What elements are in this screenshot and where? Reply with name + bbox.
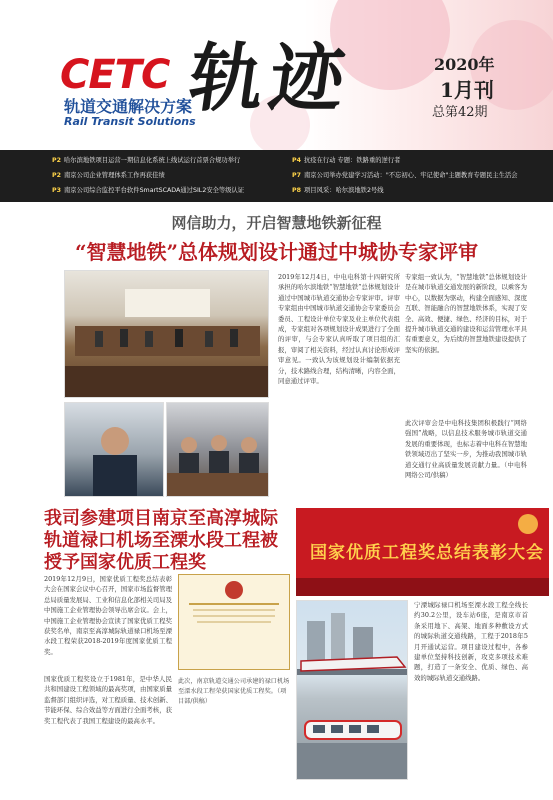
toc-item[interactable]: P4 抗疫在行动 专题：铁路重的逆行者 bbox=[292, 157, 401, 164]
award-stage-illustration bbox=[296, 508, 549, 596]
article-body-col3: 此次评审会是中电科技集团积极践行“网络强国”战略，以信息技术服务城市轨道交通发展的重要体现，也标志着中电科在智慧地铁领域迈出了坚实一步，为推动我国城市轨道交通行业高质量发展贡献力量。（中电科网络公司/供稿） bbox=[405, 419, 527, 480]
metro-train-illustration bbox=[297, 601, 408, 780]
issue-year: 2020年 bbox=[434, 55, 495, 74]
issue-month: 1月刊 bbox=[440, 78, 494, 102]
cetc-logo: CETC bbox=[60, 52, 170, 98]
table-of-contents bbox=[0, 150, 553, 202]
expert-panel-illustration bbox=[167, 403, 269, 497]
divider bbox=[193, 609, 275, 611]
article2-body-mid: 此次，南京轨道交通公司承建的禄口机场至溧水段工程荣获国家优质工程奖。（项目部/供稿） bbox=[178, 678, 290, 705]
meeting-room-photo bbox=[64, 270, 269, 398]
divider bbox=[189, 603, 279, 605]
speaker-photo bbox=[64, 402, 164, 497]
toc-item[interactable]: P7 南京公司举办党建学习活动："不忘初心、牢记使命"主题教育专题民主生活会 bbox=[292, 172, 518, 179]
issue-number: 总第42期 bbox=[432, 105, 488, 120]
toc-item[interactable]: P8 项目风采：哈尔滨地铁2号线 bbox=[292, 187, 384, 194]
toc-item[interactable]: P2 南京公司企业管理体系工作再获佳绩 bbox=[52, 172, 165, 179]
divider bbox=[197, 621, 271, 623]
divider bbox=[193, 615, 275, 617]
article2-body-col1: 2019年12月9日，国家优质工程奖总结表彰大会在国家会议中心召开，国家市场监督管理总局质量发展局、工业和信息化部相关司局及中国施工企业管理协会领导出席会议。会上，中国施工企业管理协会宣读了国家优质工程奖获奖名单，南京至高淳城际轨道禄口机场至溧水段工程荣获2018-2019年度国家优质工程奖。 bbox=[44, 575, 172, 656]
article-body-col2: 专家组一致认为，“智慧地铁”总体规划设计是在城市轨道交通发展的新阶段，以乘客为中心，以数据为驱动，构建全面感知、深度互联、智能融合的智慧地铁体系，实现了安全、高效、便捷、绿色、经济的目标，对于提升城市轨道交通的建设和运营管理水平具有重要意义，为后续的智慧地铁建设提供了坚实的依据。 bbox=[405, 273, 527, 354]
speaker-illustration bbox=[65, 403, 164, 497]
article-headline: “智慧地铁”总体规划设计通过中城协专家评审 bbox=[74, 240, 478, 264]
newsletter-brand: 轨迹 bbox=[183, 36, 357, 122]
article2-body-col3: 宁溧城际禄口机场至溧水段工程全线长约30.2公里，设车站6座，是南京市首条采用地下、高架、地面多种敷设方式的城际轨道交通线路，工程于2018年5月开通试运营。项目建设过程中，各参建单位坚持科技创新，攻克多项技术难题，打造了一条安全、优质、绿色、高效的城际轨道交通线路。 bbox=[414, 601, 528, 682]
award-ceremony-photo bbox=[296, 508, 549, 596]
metro-train-photo bbox=[296, 600, 408, 780]
article-kicker: 网信助力，开启智慧地铁新征程 bbox=[171, 214, 382, 232]
expert-panel-photo bbox=[166, 402, 269, 497]
meeting-room-illustration bbox=[65, 271, 269, 398]
article2-headline: 我司参建项目南京至高淳城际轨道禄口机场至溧水段工程被授予国家优质工程奖 bbox=[44, 508, 278, 573]
logo-subtitle-en: Rail Transit Solutions bbox=[64, 115, 196, 128]
award-banner-text: 国家优质工程奖总结表彰大会 bbox=[310, 543, 544, 563]
toc-item[interactable]: P3 南京公司综合监控平台软件SmartSCADA通过SIL2安全等级认证 bbox=[52, 187, 245, 194]
toc-item[interactable]: P2 哈尔滨地铁项目运营一期信息化系统上线试运行首票合规功举行 bbox=[52, 157, 241, 164]
masthead bbox=[0, 0, 553, 150]
seal-icon bbox=[225, 581, 243, 599]
article-body-col1: 2019年12月4日，中电电科第十四研究所承担的哈尔滨地铁“智慧地铁”总体规划设计通过中国城市轨道交通协会专家评审。评审专家组由中国城市轨道交通协会专家委员会委员、工程设计单位专家及业主单位代表组成，专家组对各项规划设计成果进行了全面的评审，与会专家认真听取了项目组的汇报，审阅了相关资料，经过认真讨论形成评审意见。一致认为该规划设计编制依据充分，技术路线合理，结构清晰，内容全面，同意通过评审。 bbox=[278, 273, 400, 386]
logo-subtitle-cn: 轨道交通解决方案 bbox=[64, 97, 193, 116]
article2-body-col2: 国家优质工程奖设立于1981年，是中华人民共和国建设工程领域的最高奖项，由国家质量监督部门组织评选，对工程质量、技术创新、节能环保、综合效益等方面进行全面考核，获奖工程代表了我国工程建设的最高水平。 bbox=[44, 675, 172, 725]
award-certificate bbox=[178, 574, 290, 670]
